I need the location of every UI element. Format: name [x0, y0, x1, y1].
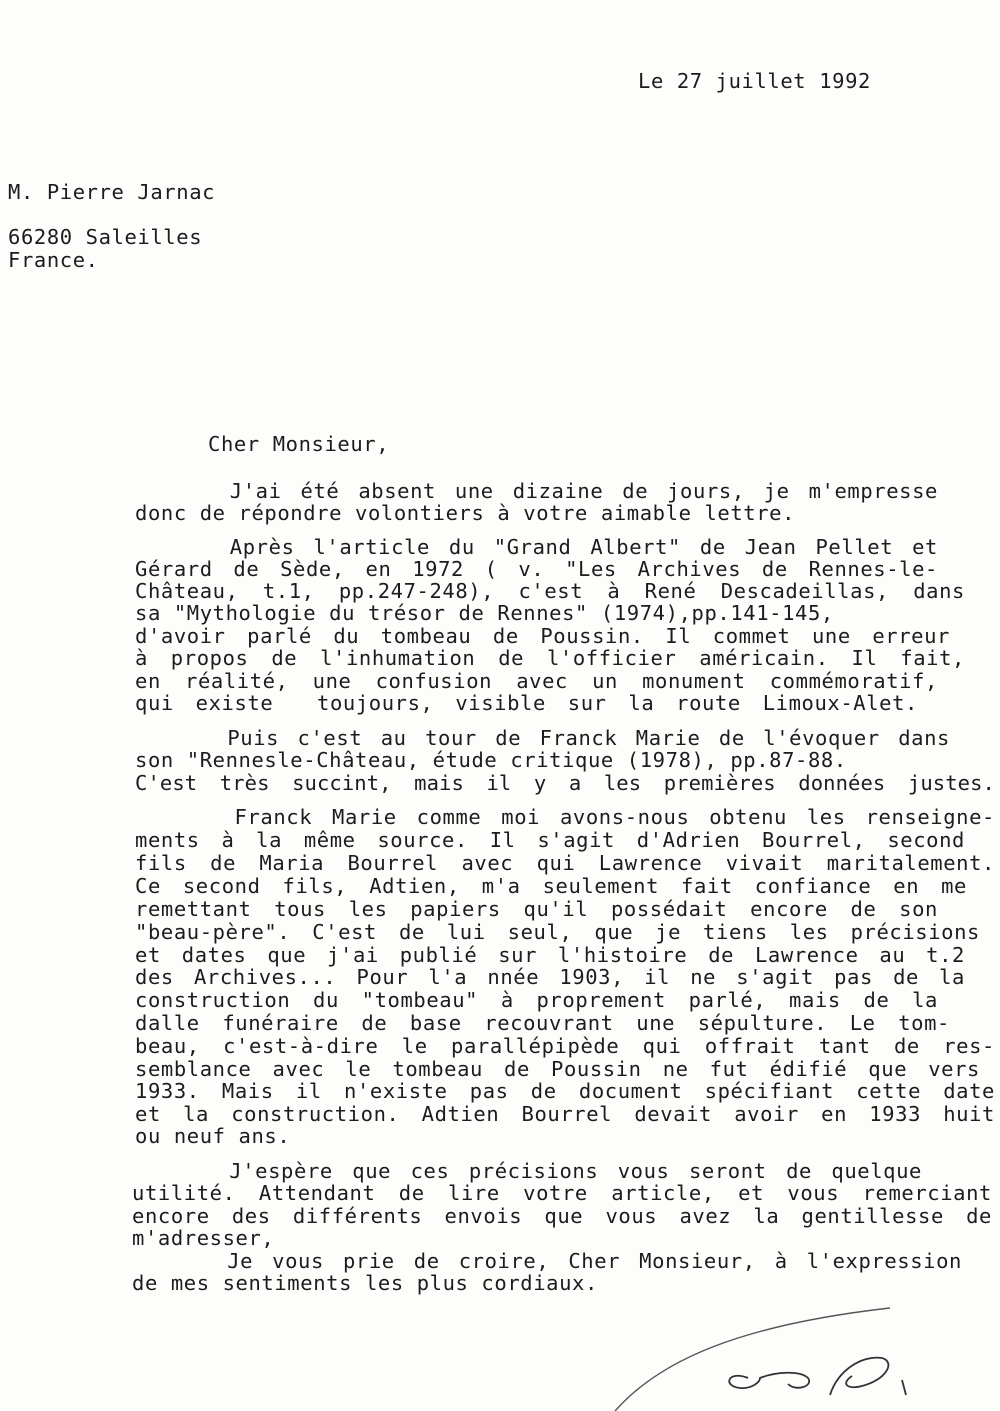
paragraph-4-line-7: et dates que j'ai publié sur l'histoire de Lawrence au t.2	[135, 943, 965, 967]
recipient-name: M. Pierre Jarnac	[8, 180, 216, 204]
paragraph-4-line-8: des Archives... Pour l'a nnée 1903, il ne s'agit pas de la	[135, 965, 965, 989]
paragraph-4-line-11: beau, c'est-à-dire le parallépipède qui offrait tant de res-	[135, 1034, 995, 1058]
paragraph-3-line-1: Puis c'est au tour de Franck Marie de l'évoquer dans	[135, 726, 950, 750]
paragraph-4-line-2: ments à la même source. Il s'agit d'Adrien Bourrel, second	[135, 828, 965, 852]
paragraph-2-line-3: Château, t.1, pp.247-248), c'est à René Descadeillas, dans	[135, 579, 965, 603]
paragraph-2-line-5: d'avoir parlé du tombeau de Poussin. Il commet une erreur	[135, 624, 950, 648]
paragraph-4-line-15: ou neuf ans.	[135, 1124, 291, 1148]
paragraph-4-line-6: "beau-père". C'est de lui seul, que je tiens les précisions	[135, 920, 980, 944]
paragraph-4-line-3: fils de Maria Bourrel avec qui Lawrence vivait maritalement.	[135, 851, 995, 875]
paragraph-5-line-2: utilité. Attendant de lire votre article, et vous remerciant	[132, 1181, 992, 1205]
paragraph-5-line-6: de mes sentiments les plus cordiaux.	[132, 1271, 598, 1295]
paragraph-2-line-6: à propos de l'inhumation de l'officier américain. Il fait,	[135, 646, 965, 670]
paragraph-1-line-1: J'ai été absent une dizaine de jours, je m'empresse	[135, 479, 938, 503]
paragraph-2-line-2: Gérard de Sède, en 1972 ( v. "Les Archives de Rennes-le-	[135, 557, 938, 581]
paragraph-2-line-8: qui existe toujours, visible sur la route Limoux-Alet.	[135, 691, 918, 715]
recipient-country: France.	[8, 248, 99, 272]
paragraph-4-line-14: et la construction. Adtien Bourrel devait avoir en 1933 huit	[135, 1102, 995, 1126]
paragraph-4-line-13: 1933. Mais il n'existe pas de document spécifiant cette date	[135, 1079, 995, 1103]
paragraph-5-line-3: encore des différents envois que vous avez la gentillesse de	[132, 1204, 992, 1228]
paragraph-1-line-2: donc de répondre volontiers à votre aimable lettre.	[135, 501, 796, 525]
paragraph-3-line-3: C'est très succint, mais il y a les premières données justes.	[135, 771, 995, 795]
paragraph-2-line-4: sa "Mythologie du trésor de Rennes" (1974),pp.141-145,	[135, 601, 834, 625]
paragraph-4-line-12: semblance avec le tombeau de Poussin ne fut édifié que vers	[135, 1057, 980, 1081]
recipient-postal: 66280 Saleilles	[8, 225, 203, 249]
paragraph-4-line-9: construction du "tombeau" à proprement parlé, mais de la	[135, 988, 938, 1012]
paragraph-4-line-5: remettant tous les papiers qu'il possédait encore de son	[135, 897, 938, 921]
paragraph-3-line-2: son "Rennesle-Château, étude critique (1978), pp.87-88.	[135, 748, 847, 772]
salutation: Cher Monsieur,	[208, 432, 390, 456]
paragraph-5-line-1: J'espère que ces précisions vous seront de quelque	[132, 1159, 922, 1183]
paragraph-2-line-7: en réalité, une confusion avec un monument commémoratif,	[135, 669, 938, 693]
paragraph-4-line-10: dalle funéraire de base recouvrant une sépulture. Le tom-	[135, 1011, 950, 1035]
paragraph-4-line-4: Ce second fils, Adtien, m'a seulement fait confiance en me	[135, 874, 967, 898]
paragraph-2-line-1: Après l'article du "Grand Albert" de Jean Pellet et	[135, 535, 938, 559]
letter-date: Le 27 juillet 1992	[638, 69, 871, 93]
paragraph-4-line-1: Franck Marie comme moi avons-nous obtenu les renseigne-	[135, 805, 995, 829]
handwritten-signature	[600, 1300, 930, 1411]
paragraph-5-line-5: Je vous prie de croire, Cher Monsieur, à l'expression	[132, 1249, 962, 1273]
paragraph-5-line-4: m'adresser,	[132, 1226, 275, 1250]
